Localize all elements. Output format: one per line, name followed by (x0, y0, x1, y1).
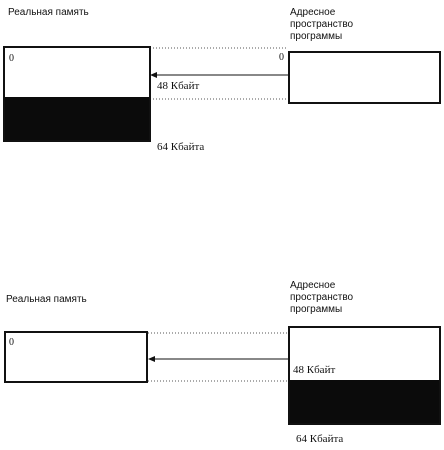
program-space-label: Адресное пространство программы (290, 7, 354, 42)
program-space-zero: 0 (279, 52, 284, 63)
program-space-label: Адресное пространство программы (290, 280, 354, 315)
arrow-head (148, 356, 155, 362)
program-space-box (288, 51, 441, 104)
real-memory-filled-region (5, 97, 149, 140)
real-memory-zero: 0 (9, 337, 14, 348)
real-memory-box (3, 46, 151, 142)
real-memory-zero: 0 (9, 53, 14, 64)
diagram-bottom (0, 270, 444, 450)
real-memory-label: Реальная память (6, 294, 87, 305)
program-space-filled-region (290, 380, 439, 423)
size-48-label: 48 Кбайт (157, 80, 200, 92)
size-64-label: 64 Кбайта (157, 141, 205, 153)
program-space-box (288, 326, 441, 425)
real-memory-box (4, 331, 148, 383)
size-64-label: 64 Кбайта (296, 433, 344, 445)
real-memory-label: Реальная память (8, 7, 89, 18)
diagram-top (0, 0, 444, 180)
size-48-label: 48 Кбайт (293, 364, 336, 376)
arrow-head (150, 72, 157, 78)
